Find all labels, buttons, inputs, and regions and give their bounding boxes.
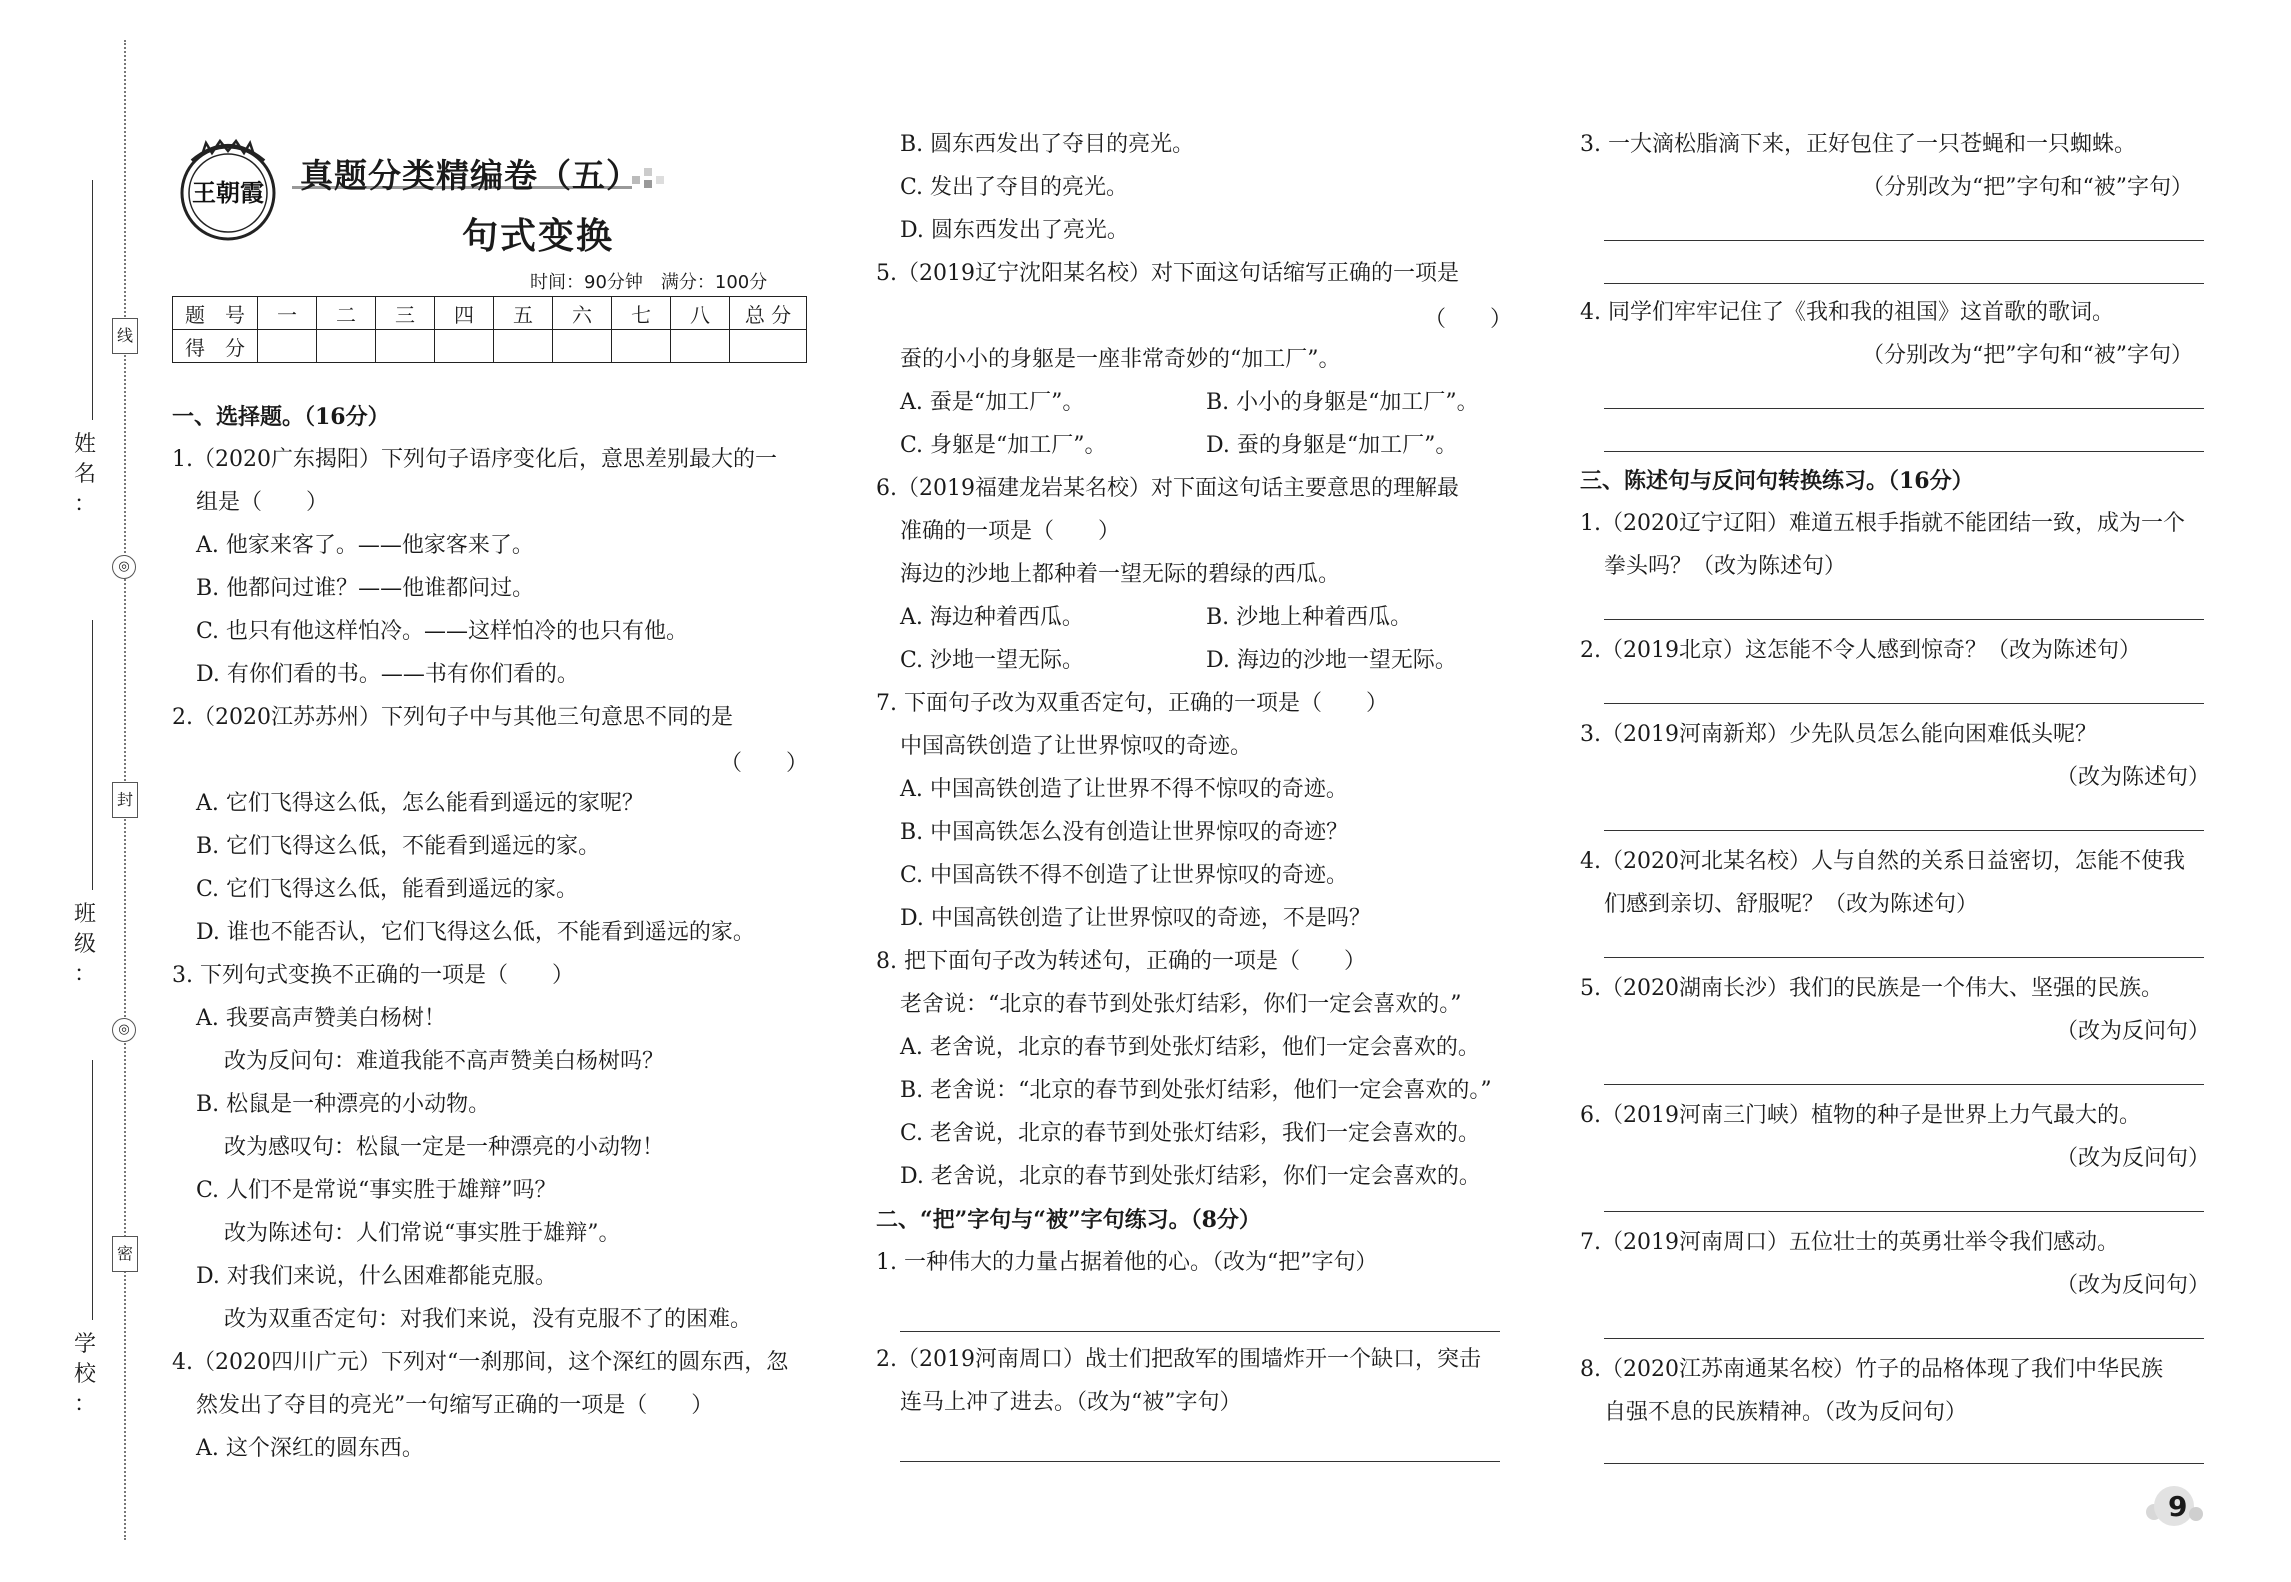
option-text: D. 对我们来说，什么困难都能克服。 — [196, 1264, 557, 1289]
question-text: 7. 下面句子改为双重否定句，正确的一项是（ ） — [876, 691, 1388, 716]
score-cell[interactable] — [376, 330, 435, 363]
score-col-total: 总 分 — [730, 297, 807, 330]
option-text: A. 中国高铁创造了让世界不得不惊叹的奇迹。 — [900, 777, 1348, 802]
option-text: 改为陈述句：人们常说“事实胜于雄辩”。 — [224, 1221, 621, 1246]
answer-line[interactable] — [1604, 451, 2204, 452]
score-col: 八 — [671, 297, 730, 330]
option-text: B. 松鼠是一种漂亮的小动物。 — [196, 1092, 491, 1117]
option-text: D. 海边的沙地一望无际。 — [1206, 648, 1457, 673]
score-table-score-row — [173, 330, 807, 363]
answer-paren[interactable]: （ ） — [720, 751, 809, 776]
question-text: 蚕的小小的身躯是一座非常奇妙的“加工厂”。 — [900, 347, 1341, 372]
question-text: 然发出了夺目的亮光”一句缩写正确的一项是（ ） — [196, 1393, 714, 1418]
question-text: 4. 同学们牢牢记住了《我和我的祖国》这首歌的歌词。 — [1580, 300, 2114, 325]
page-number: 9 — [2168, 1490, 2188, 1523]
question-text: 1. 一种伟大的力量占据着他的心。（改为“把”字句） — [876, 1250, 1378, 1275]
answer-line[interactable] — [1604, 619, 2204, 620]
option-text: C. 也只有他这样怕冷。——这样怕冷的也只有他。 — [196, 619, 689, 644]
score-col: 七 — [612, 297, 671, 330]
score-table-header-row — [173, 297, 807, 330]
option-text: 改为双重否定句：对我们来说，没有克服不了的困难。 — [224, 1307, 753, 1332]
logo-text: 王朝霞 — [192, 178, 264, 207]
answer-line[interactable] — [1604, 1338, 2204, 1339]
score-row-label: 得 分 — [173, 330, 258, 363]
option-text: D. 圆东西发出了亮光。 — [900, 218, 1129, 243]
question-text: 准确的一项是（ ） — [900, 519, 1121, 544]
section-heading: 一、选择题。（16分） — [172, 404, 390, 430]
question-text: 连马上冲了进去。（改为“被”字句） — [900, 1390, 1242, 1415]
question-text: 3. 下列句式变换不正确的一项是（ ） — [172, 963, 574, 988]
name-field-line[interactable] — [92, 180, 93, 420]
section-heading: 二、“把”字句与“被”字句练习。（8分） — [876, 1207, 1261, 1233]
option-text: D. 蚕的身躯是“加工厂”。 — [1206, 433, 1458, 458]
option-text: D. 老舍说，北京的春节到处张灯结彩，你们一定会喜欢的。 — [900, 1164, 1481, 1189]
option-text: A. 它们飞得这么低，怎么能看到遥远的家呢？ — [196, 791, 644, 816]
option-text: A. 他家来客了。——他家客来了。 — [196, 533, 534, 558]
option-text: C. 身躯是“加工厂”。 — [900, 433, 1107, 458]
option-text: C. 沙地一望无际。 — [900, 648, 1085, 673]
score-cell[interactable] — [494, 330, 553, 363]
time-score-info: 时间：90分钟 满分：100分 — [530, 272, 768, 293]
option-text: C. 人们不是常说“事实胜于雄辩”吗？ — [196, 1178, 557, 1203]
score-cell[interactable] — [553, 330, 612, 363]
page-title: 句式变换 — [462, 215, 615, 257]
answer-line[interactable] — [1604, 830, 2204, 831]
school-field-label: 学 校 ： — [73, 1332, 96, 1417]
question-text: 中国高铁创造了让世界惊叹的奇迹。 — [900, 734, 1253, 759]
option-text: B. 中国高铁怎么没有创造让世界惊叹的奇迹？ — [900, 820, 1349, 845]
option-text: C. 发出了夺目的亮光。 — [900, 175, 1129, 200]
series-banner-title: 真题分类精编卷（五） — [300, 156, 640, 195]
question-text: 5.（2020湖南长沙）我们的民族是一个伟大、坚强的民族。 — [1580, 976, 2163, 1001]
question-text: 1.（2020广东揭阳）下列句子语序变化后，意思差别最大的一 — [172, 447, 777, 472]
class-field-line[interactable] — [92, 620, 93, 890]
question-text: 8.（2020江苏南通某名校）竹子的品格体现了我们中华民族 — [1580, 1357, 2163, 1382]
answer-line[interactable] — [1604, 283, 2204, 284]
score-col: 六 — [553, 297, 612, 330]
option-text: 改为感叹句：松鼠一定是一种漂亮的小动物！ — [224, 1135, 665, 1160]
question-text: 3. 一大滴松脂滴下来，正好包住了一只苍蝇和一只蜘蛛。 — [1580, 132, 2136, 157]
option-text: B. 沙地上种着西瓜。 — [1206, 605, 1413, 630]
option-text: B. 老舍说：“北京的春节到处张灯结彩，他们一定会喜欢的。” — [900, 1078, 1492, 1103]
question-text: 们感到亲切、舒服呢？（改为陈述句） — [1604, 892, 1979, 917]
instruction-text: （改为反问句） — [2056, 1273, 2211, 1298]
answer-line[interactable] — [1604, 1211, 2204, 1212]
instruction-text: （分别改为“把”字句和“被”字句） — [1862, 343, 2193, 368]
score-cell[interactable] — [317, 330, 376, 363]
question-text: 4.（2020四川广元）下列对“一刹那间，这个深红的圆东西，忽 — [172, 1350, 789, 1375]
bind-mark-mi: 密 — [112, 1236, 138, 1272]
question-text: 2.（2019北京）这怎能不令人感到惊奇？（改为陈述句） — [1580, 638, 2141, 663]
question-text: 7.（2019河南周口）五位壮士的英勇壮举令我们感动。 — [1580, 1230, 2119, 1255]
name-field-label: 姓 名 ： — [73, 432, 96, 517]
option-text: C. 中国高铁不得不创造了让世界惊叹的奇迹。 — [900, 863, 1349, 888]
section-heading: 三、陈述句与反问句转换练习。（16分） — [1580, 468, 1974, 494]
question-text: 2.（2020江苏苏州）下列句子中与其他三句意思不同的是 — [172, 705, 733, 730]
option-text: B. 他都问过谁？——他谁都问过。 — [196, 576, 535, 601]
answer-line[interactable] — [1604, 703, 2204, 704]
question-text: 2.（2019河南周口）战士们把敌军的围墙炸开一个缺口，突击 — [876, 1347, 1481, 1372]
score-col: 四 — [435, 297, 494, 330]
instruction-text: （改为反问句） — [2056, 1146, 2211, 1171]
binding-margin — [0, 0, 150, 1582]
option-text: C. 老舍说，北京的春节到处张灯结彩，我们一定会喜欢的。 — [900, 1121, 1481, 1146]
answer-line[interactable] — [900, 1331, 1500, 1332]
score-cell[interactable] — [435, 330, 494, 363]
score-col: 五 — [494, 297, 553, 330]
question-text: 1.（2020辽宁辽阳）难道五根手指就不能团结一致，成为一个 — [1580, 511, 2185, 536]
option-text: A. 海边种着西瓜。 — [900, 605, 1084, 630]
option-text: A. 老舍说，北京的春节到处张灯结彩，他们一定会喜欢的。 — [900, 1035, 1480, 1060]
option-text: C. 它们飞得这么低，能看到遥远的家。 — [196, 877, 579, 902]
bind-mark-feng: 封 — [112, 782, 138, 818]
option-text: D. 有你们看的书。——书有你们看的。 — [196, 662, 579, 687]
answer-line[interactable] — [1604, 1463, 2204, 1464]
score-col: 三 — [376, 297, 435, 330]
publisher-logo-icon — [172, 135, 284, 247]
score-col: 二 — [317, 297, 376, 330]
bind-mark-xian: 线 — [112, 318, 138, 354]
seal-icon: ◎ — [112, 1018, 136, 1042]
question-text: 8. 把下面句子改为转述句，正确的一项是（ ） — [876, 949, 1366, 974]
score-cell[interactable] — [612, 330, 671, 363]
answer-paren[interactable]: （ ） — [1424, 307, 1513, 332]
instruction-text: （改为陈述句） — [2056, 765, 2211, 790]
option-text: 改为反问句：难道我能不高声赞美白杨树吗？ — [224, 1049, 665, 1074]
question-text: 老舍说：“北京的春节到处张灯结彩，你们一定会喜欢的。” — [900, 992, 1462, 1017]
option-text: B. 小小的身躯是“加工厂”。 — [1206, 390, 1479, 415]
score-cell[interactable] — [671, 330, 730, 363]
score-col: 一 — [258, 297, 317, 330]
score-row-label: 题 号 — [173, 297, 258, 330]
question-text: 6.（2019河南三门峡）植物的种子是世界上力气最大的。 — [1580, 1103, 2141, 1128]
option-text: B. 圆东西发出了夺目的亮光。 — [900, 132, 1195, 157]
answer-line[interactable] — [1604, 408, 2204, 409]
question-text: 拳头吗？（改为陈述句） — [1604, 554, 1847, 579]
question-text: 6.（2019福建龙岩某名校）对下面这句话主要意思的理解最 — [876, 476, 1459, 501]
question-text: 海边的沙地上都种着一望无际的碧绿的西瓜。 — [900, 562, 1341, 587]
answer-line[interactable] — [900, 1461, 1500, 1462]
score-table — [172, 296, 807, 363]
option-text: A. 蚕是“加工厂”。 — [900, 390, 1085, 415]
option-text: D. 中国高铁创造了让世界惊叹的奇迹，不是吗？ — [900, 906, 1371, 931]
seal-icon: ◎ — [112, 555, 136, 579]
question-text: 组是（ ） — [196, 490, 329, 515]
answer-line[interactable] — [1604, 1084, 2204, 1085]
school-field-line[interactable] — [92, 1060, 93, 1320]
option-text: A. 这个深红的圆东西。 — [196, 1436, 424, 1461]
class-field-label: 班 级 ： — [73, 902, 96, 987]
score-cell[interactable] — [258, 330, 317, 363]
option-text: D. 谁也不能否认，它们飞得这么低，不能看到遥远的家。 — [196, 920, 755, 945]
instruction-text: （改为反问句） — [2056, 1019, 2211, 1044]
answer-line[interactable] — [1604, 240, 2204, 241]
instruction-text: （分别改为“把”字句和“被”字句） — [1862, 175, 2193, 200]
answer-line[interactable] — [1604, 957, 2204, 958]
question-text: 3.（2019河南新郑）少先队员怎么能向困难低头呢？ — [1580, 722, 2097, 747]
option-text: A. 我要高声赞美白杨树！ — [196, 1006, 446, 1031]
question-text: 自强不息的民族精神。（改为反问句） — [1604, 1400, 1968, 1425]
question-text: 4.（2020河北某名校）人与自然的关系日益密切，怎能不使我 — [1580, 849, 2185, 874]
question-text: 5.（2019辽宁沈阳某名校）对下面这句话缩写正确的一项是 — [876, 261, 1459, 286]
option-text: B. 它们飞得这么低，不能看到遥远的家。 — [196, 834, 601, 859]
score-cell[interactable] — [730, 330, 807, 363]
